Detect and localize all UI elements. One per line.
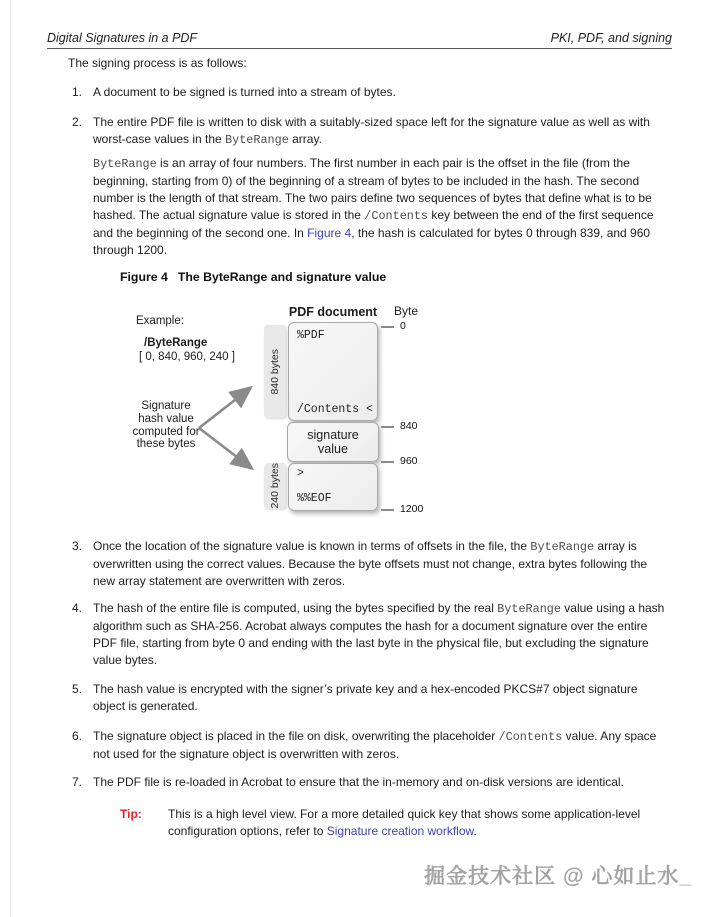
text-run: This is a high level view. For a more detailed quick key that shows some application-level configuration options, refer to: [168, 807, 641, 838]
byte-range-bar-840: [264, 325, 286, 418]
hash-note: [110, 400, 222, 451]
hash-note-line: computed for: [132, 425, 200, 438]
text-run: The entire PDF file is written to disk with a suitably-sized space left for the signature value as well as with worst-case values in the: [93, 115, 650, 146]
byterange-key: /ByteRange: [144, 337, 208, 349]
text-run: .: [473, 824, 477, 838]
step-number: 2.: [72, 115, 83, 129]
inline-code: ByteRange: [93, 157, 157, 171]
signature-value-line: signature: [307, 428, 359, 442]
byterange-value: [ 0, 840, 960, 240 ]: [139, 351, 235, 363]
step-text: [93, 681, 672, 715]
text-run: array is overwritten using the correct values. Because the byte offsets must not change, extra bytes following the new array statement are overwritten with zeros.: [93, 539, 648, 588]
bar-label: 840 bytes: [269, 348, 281, 395]
contents-key-text: /Contents <: [297, 403, 373, 416]
inline-link[interactable]: Signature creation workflow: [326, 824, 474, 838]
inline-code: ByteRange: [497, 602, 561, 616]
step-text: [93, 774, 672, 791]
byte-tick-line: [381, 509, 394, 511]
figure-diagram: [0, 300, 708, 528]
text-run: The hash of the entire file is computed, using the bytes specified by the real: [93, 601, 498, 615]
step-number: 6.: [72, 729, 83, 743]
figure-caption: [120, 270, 386, 284]
byte-tick-label: 0: [400, 320, 406, 332]
text-run: The PDF file is re-loaded in Acrobat to ensure that the in-memory and on-disk versions are identical.: [93, 775, 624, 789]
step-number: 5.: [72, 682, 83, 696]
inline-code: ByteRange: [225, 133, 289, 147]
page-header: [47, 31, 672, 45]
step-paragraph: [93, 155, 672, 259]
eof-text: %%EOF: [297, 492, 332, 505]
hash-note-line: Signature: [141, 400, 191, 412]
intro-text: The signing process is as follows:: [68, 56, 247, 70]
contents-close-text: >: [297, 467, 304, 480]
step-number: 1.: [72, 85, 83, 99]
signature-value-line: value: [318, 442, 348, 456]
text-run: A document to be signed is turned into a stream of bytes.: [93, 85, 396, 99]
tip-callout: [120, 806, 672, 840]
pdf-document-box: [288, 322, 378, 421]
step-text: [93, 84, 672, 101]
text-run: value. Any space not used for the signature object is overwritten with zeros.: [93, 729, 657, 761]
byte-tick-label: 840: [400, 420, 418, 432]
text-run: key between the end of the first sequence and the beginning of the second one. In: [93, 208, 654, 240]
header-right-title: PKI, PDF, and signing: [550, 31, 672, 45]
step-3: [72, 538, 672, 590]
byte-tick-line: [381, 461, 394, 463]
step-5: [72, 681, 672, 715]
text-run: The signature object is placed in the file on disk, overwriting the placeholder: [93, 729, 499, 743]
inline-link[interactable]: Figure 4: [307, 226, 352, 240]
inline-code: ByteRange: [530, 540, 595, 554]
text-run: is an array of four numbers. The first number in each pair is the offset in the file (from the beginning, starting from 0) of the beginning of a stream of bytes to be included in the hash. The second number is the length of that stream. The two pairs define two sequences of bytes that define what is to be hashed. The actual signature value is stored in the: [93, 156, 652, 222]
step-2: [72, 114, 672, 259]
step-number: 4.: [72, 601, 83, 615]
step-number: 7.: [72, 775, 83, 789]
text-run: array.: [288, 132, 322, 146]
step-number: 3.: [72, 539, 83, 553]
inline-code: /Contents: [364, 209, 429, 223]
text-run: The hash value is encrypted with the signer’s private key and a hex-encoded PKCS#7 object signature object is generated.: [93, 682, 638, 713]
text-run: , the hash is calculated for bytes 0 through 839, and 960 through 1200.: [93, 226, 651, 257]
step-6: [72, 728, 672, 763]
text-run: Once the location of the signature value is known in terms of offsets in the file, the: [93, 539, 531, 553]
byte-tick-label: 960: [400, 455, 418, 467]
step-1: [72, 84, 672, 101]
watermark-text: 掘金技术社区 @ 心如止水_: [424, 865, 692, 888]
byte-tick-line: [381, 326, 394, 328]
figure-caption-label: Figure 4: [120, 270, 168, 284]
pdf-document-title: PDF document: [288, 305, 378, 319]
step-7: [72, 774, 672, 791]
tip-label: Tip:: [120, 807, 142, 821]
byte-tick-line: [381, 426, 394, 428]
step-text: [93, 538, 672, 590]
step-paragraph: [93, 114, 672, 149]
step-text: [93, 728, 672, 763]
byte-range-bar-240: [264, 463, 286, 509]
pdf-header-text: %PDF: [297, 329, 325, 342]
text-run: value using a hash algorithm such as SHA-256. Acrobat always computes the hash for a document signature over the entire PDF file, starting from byte 0 and ending with the last byte in the physical file, but excluding the signature value bytes.: [93, 601, 665, 667]
hash-note-line: these bytes: [136, 438, 196, 451]
hash-note-line: hash value: [138, 412, 194, 425]
byte-tick-label: 1200: [400, 503, 424, 515]
hash-arrows-icon: [0, 300, 460, 528]
header-left-title: Digital Signatures in a PDF: [47, 31, 198, 45]
step-text: [93, 600, 672, 669]
pdf-tail-box: [288, 463, 378, 511]
byte-axis-label: Byte: [394, 304, 419, 318]
example-label: Example:: [136, 315, 184, 327]
step-text: [93, 114, 672, 259]
header-rule: [47, 48, 672, 49]
step-4: [72, 600, 672, 669]
tip-text: [168, 806, 648, 840]
figure-caption-title: The ByteRange and signature value: [177, 270, 387, 284]
bar-label: 240 bytes: [269, 463, 281, 509]
inline-code: /Contents: [498, 730, 563, 744]
signature-value-box: [287, 422, 379, 462]
